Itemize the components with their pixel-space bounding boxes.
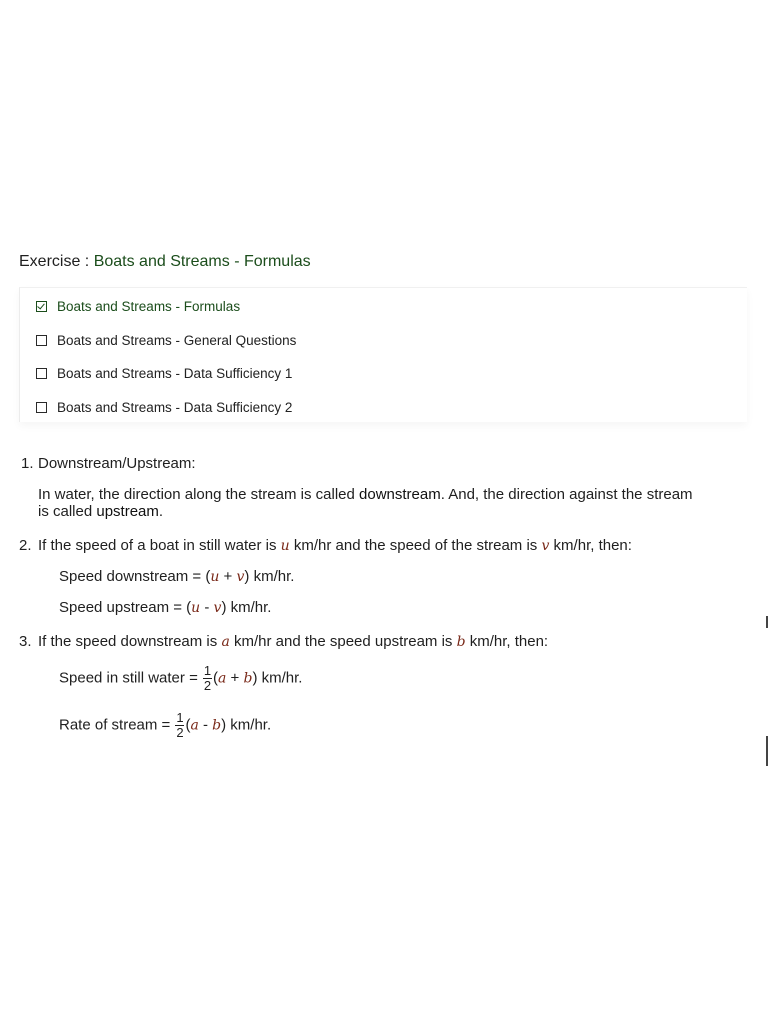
text: is called — [38, 503, 97, 520]
denominator: 2 — [203, 678, 212, 693]
text: Speed downstream = ( — [59, 568, 211, 585]
variable: u — [280, 538, 290, 554]
item-number: 2. — [19, 537, 32, 554]
exercise-topic: Boats and Streams - Formulas — [93, 253, 311, 270]
item-number: 3. — [19, 633, 32, 650]
exercise-prefix: Exercise : — [19, 253, 94, 270]
operator: - — [200, 599, 214, 616]
text: km/hr and the speed of the stream is — [289, 537, 542, 554]
fraction-half — [203, 665, 212, 692]
variable: u — [210, 569, 220, 585]
text: . — [158, 503, 164, 520]
variable: b — [456, 634, 466, 650]
paren: ( — [213, 669, 218, 687]
text: Speed in still water = — [59, 669, 202, 687]
variable: u — [191, 600, 201, 616]
formula-speed-downstream — [59, 568, 294, 585]
unchecked-box-icon — [36, 368, 47, 379]
item-heading: Downstream/Upstream: — [38, 455, 196, 472]
text: Speed upstream = ( — [59, 599, 192, 616]
variable: v — [236, 569, 245, 585]
text: km/hr and the speed upstream is — [229, 633, 457, 650]
text: If the speed downstream is — [38, 633, 222, 650]
topic-item-formulas[interactable] — [36, 297, 240, 315]
text: km/hr, then: — [465, 633, 549, 650]
term-upstream: upstream — [96, 503, 159, 520]
variable: a — [190, 717, 199, 734]
paren: ( — [185, 716, 191, 734]
checked-box-icon — [36, 301, 47, 312]
numerator: 1 — [176, 710, 184, 725]
formula-speed-upstream — [59, 599, 271, 616]
text: . And, the direction against the stream — [440, 486, 693, 503]
unchecked-box-icon — [36, 402, 47, 413]
fraction-half — [175, 712, 184, 739]
formula-rate-of-stream — [59, 712, 271, 739]
formula-speed-still-water — [59, 665, 302, 692]
topic-list — [19, 287, 747, 422]
topic-item-data-sufficiency-1[interactable] — [36, 364, 292, 382]
text: km/hr, then: — [549, 537, 632, 554]
topic-label: Boats and Streams - Data Sufficiency 1 — [57, 365, 293, 381]
topic-label: Boats and Streams - Formulas — [57, 298, 241, 314]
text: ) km/hr. — [252, 669, 303, 687]
item-number: 1. — [21, 455, 34, 472]
variable: v — [541, 538, 550, 554]
paragraph-line — [38, 486, 693, 503]
item-intro — [38, 633, 548, 650]
term-downstream: downstream — [359, 486, 441, 503]
text: Rate of stream = — [59, 716, 175, 734]
topic-label: Boats and Streams - General Questions — [57, 332, 297, 348]
numerator: 1 — [203, 663, 212, 678]
variable: b — [212, 717, 222, 734]
unchecked-box-icon — [36, 335, 47, 346]
operator: - — [198, 716, 213, 734]
exercise-title — [19, 253, 311, 271]
topic-label: Boats and Streams - Data Sufficiency 2 — [57, 399, 293, 415]
item-intro — [38, 537, 632, 554]
text: In water, the direction along the stream is called — [38, 486, 360, 503]
variable: b — [243, 670, 253, 687]
operator: + — [219, 568, 237, 585]
text: If the speed of a boat in still water is — [38, 537, 281, 554]
topic-item-general-questions[interactable] — [36, 331, 296, 349]
paragraph-line — [38, 503, 163, 520]
variable: a — [218, 670, 227, 687]
variable: v — [213, 600, 222, 616]
topic-item-data-sufficiency-2[interactable] — [36, 398, 292, 416]
operator: + — [226, 669, 244, 687]
text: ) km/hr. — [221, 599, 272, 616]
text: ) km/hr. — [244, 568, 295, 585]
text: ) km/hr. — [221, 716, 272, 734]
variable: a — [221, 634, 230, 650]
denominator: 2 — [176, 725, 184, 740]
